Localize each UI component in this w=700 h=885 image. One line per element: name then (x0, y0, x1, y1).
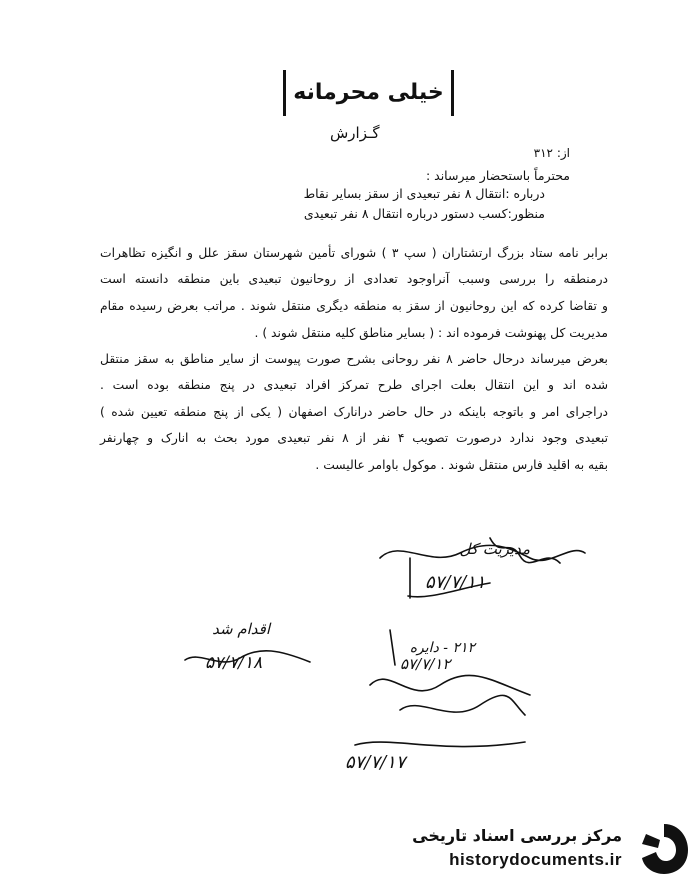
handwritten-note: ۲۱۲ - دایره (409, 640, 475, 656)
body-line: درمنطقه را بررسی وسبب آنراوجود تعدادی از روحانیون تبعیدی باین منطقه دانسته است (100, 272, 608, 286)
report-number: از: ۳۱۲ (533, 146, 570, 160)
watermark-website: historydocuments.ir (449, 850, 622, 869)
handwritten-date: ۵۷/۷/۱۸ (205, 653, 263, 673)
handwritten-note: اقدام شد (212, 620, 270, 638)
body-line: و تقاضا کرده که این روحانیون از سقز به منطقه دیگری منتقل شوند . مراتب بعرض رسیده مقام (100, 299, 608, 313)
archive-logo-icon (636, 820, 692, 878)
body-line: شده اند و این انتقال بعلت اجرای طرح تمرکز افراد تبعیدی در پنج منطقه بوده است . (100, 378, 608, 392)
purpose-line: منظور:کسب دستور درباره انتقال ۸ نفر تبعیدی (303, 206, 545, 221)
body-line: تبعیدی وجود ندارد درصورت تصویب ۴ نفر از ۸ نفر تبعیدی مورد بحث به انارک و چهارنفر (100, 431, 608, 445)
body-line: مدیریت کل پهنوشت فرموده اند : ( بسایر مناطق کلیه منتقل شوند ) . (254, 326, 608, 340)
body-line: بعرض میرساند درحال حاضر ۸ نفر روحانی بشرح صورت پیوست از سایر مناطق به سقز منتقل (100, 352, 608, 366)
subject-line: درباره :انتقال ۸ نفر تبعیدی از سقز بسایر نقاط (303, 186, 545, 201)
classification-stamp: خیلی محرمانه (283, 70, 454, 116)
salutation: محترماً باستحضار میرساند : (425, 168, 570, 183)
report-title: گـزارش (330, 124, 380, 142)
handwritten-date: ۵۷/۷/۱۷ (345, 752, 406, 773)
watermark-org-name: مرکز بررسی اسناد تاریخی (412, 826, 622, 845)
body-line: دراجرای امر و باتوجه باینکه در حال حاضر درانارک اصفهان ( یکی از پنج منطقه تعیین شده ) (100, 405, 608, 419)
body-line: بقیه به اقلید فارس منتقل شوند . موکول باوامر عالیست . (315, 458, 608, 472)
handwritten-note: مدیریت کل (459, 540, 530, 558)
body-line: برابر نامه ستاد بزرگ ارتشتاران ( سپ ۳ ) شورای تأمین شهرستان سقز علل و انگیزه تظاهرات (100, 246, 608, 260)
handwritten-date: ۵۷/۷/۱۱ (425, 572, 486, 593)
handwritten-date: ۵۷/۷/۱۲ (400, 655, 451, 673)
